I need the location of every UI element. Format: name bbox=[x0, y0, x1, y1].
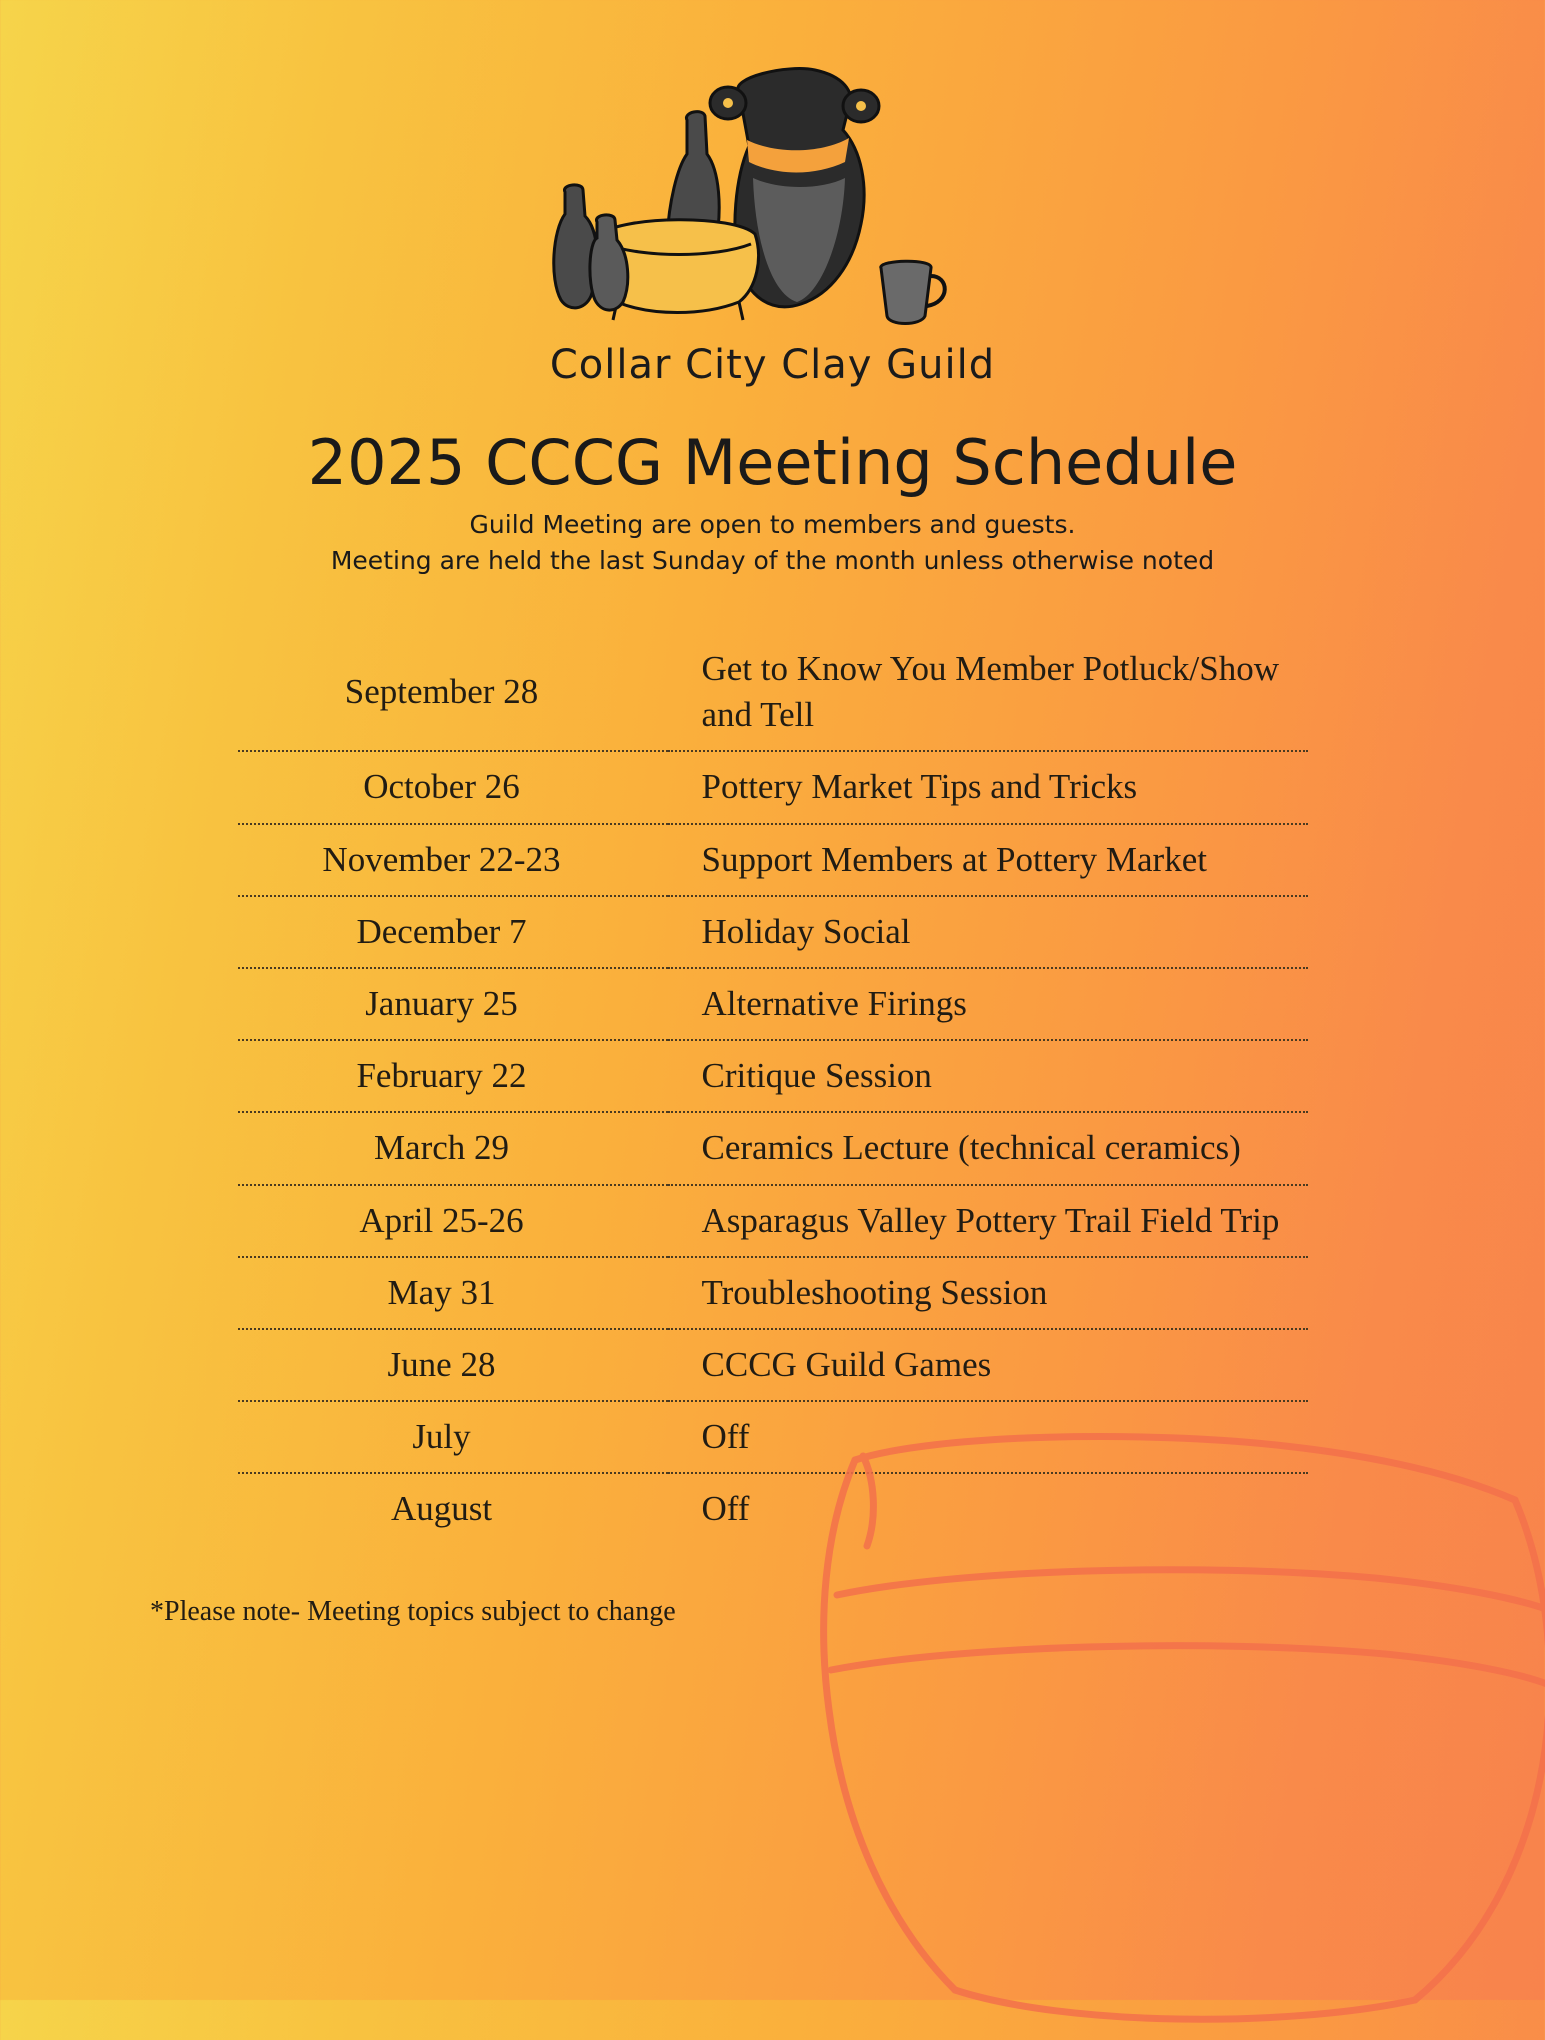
subtitle-line-2: Meeting are held the last Sunday of the month unless otherwise noted bbox=[330, 545, 1215, 575]
schedule-topic: Critique Session bbox=[701, 1056, 932, 1096]
schedule-topic: Alternative Firings bbox=[701, 983, 967, 1023]
schedule-date: May 31 bbox=[387, 1272, 496, 1312]
footnote: *Please note- Meeting topics subject to change bbox=[150, 1596, 676, 1628]
schedule-date: December 7 bbox=[356, 911, 527, 951]
meeting-schedule-table bbox=[238, 634, 1308, 1544]
schedule-date: October 26 bbox=[363, 767, 520, 807]
schedule-topic: Ceramics Lecture (technical ceramics) bbox=[701, 1128, 1241, 1168]
table-row bbox=[238, 896, 1308, 968]
table-row bbox=[238, 634, 1308, 751]
schedule-date: January 25 bbox=[365, 984, 518, 1024]
schedule-date: June 28 bbox=[387, 1344, 496, 1384]
table-row bbox=[238, 1112, 1308, 1184]
schedule-topic: Pottery Market Tips and Tricks bbox=[701, 767, 1138, 807]
table-row bbox=[238, 751, 1308, 823]
schedule-topic: Holiday Social bbox=[701, 911, 911, 951]
schedule-topic: Support Members at Pottery Market bbox=[701, 839, 1207, 879]
page-subtitle bbox=[0, 507, 1545, 578]
schedule-date: August bbox=[390, 1489, 493, 1529]
schedule-date: April 25-26 bbox=[359, 1200, 524, 1240]
schedule-topic: Get to Know You Member Potluck/Show and Tell bbox=[701, 649, 1280, 735]
subtitle-line-1: Guild Meeting are open to members and guests. bbox=[469, 510, 1076, 539]
schedule-topic: Troubleshooting Session bbox=[701, 1272, 1048, 1312]
schedule-body bbox=[238, 634, 1308, 1544]
table-row bbox=[238, 968, 1308, 1040]
schedule-topic: Off bbox=[701, 1417, 750, 1457]
schedule-date: February 22 bbox=[356, 1056, 527, 1096]
schedule-date: September 28 bbox=[344, 672, 539, 712]
table-row bbox=[238, 1040, 1308, 1112]
table-row bbox=[238, 1329, 1308, 1401]
schedule-date: November 22-23 bbox=[322, 839, 561, 879]
pottery-group-icon bbox=[543, 58, 1003, 358]
logo-brand-text: Collar City Clay Guild bbox=[549, 342, 996, 388]
page-title: 2025 CCCG Meeting Schedule bbox=[307, 426, 1238, 499]
schedule-date: March 29 bbox=[373, 1128, 510, 1168]
guild-logo bbox=[0, 0, 1545, 388]
table-row bbox=[238, 1401, 1308, 1473]
table-row bbox=[238, 1257, 1308, 1329]
schedule-topic: CCCG Guild Games bbox=[701, 1344, 992, 1384]
table-row bbox=[238, 1185, 1308, 1257]
schedule-topic: Off bbox=[701, 1489, 750, 1529]
table-row bbox=[238, 824, 1308, 896]
schedule-date: July bbox=[412, 1417, 471, 1457]
table-row bbox=[238, 1473, 1308, 1544]
schedule-topic: Asparagus Valley Pottery Trail Field Trip bbox=[701, 1200, 1280, 1240]
